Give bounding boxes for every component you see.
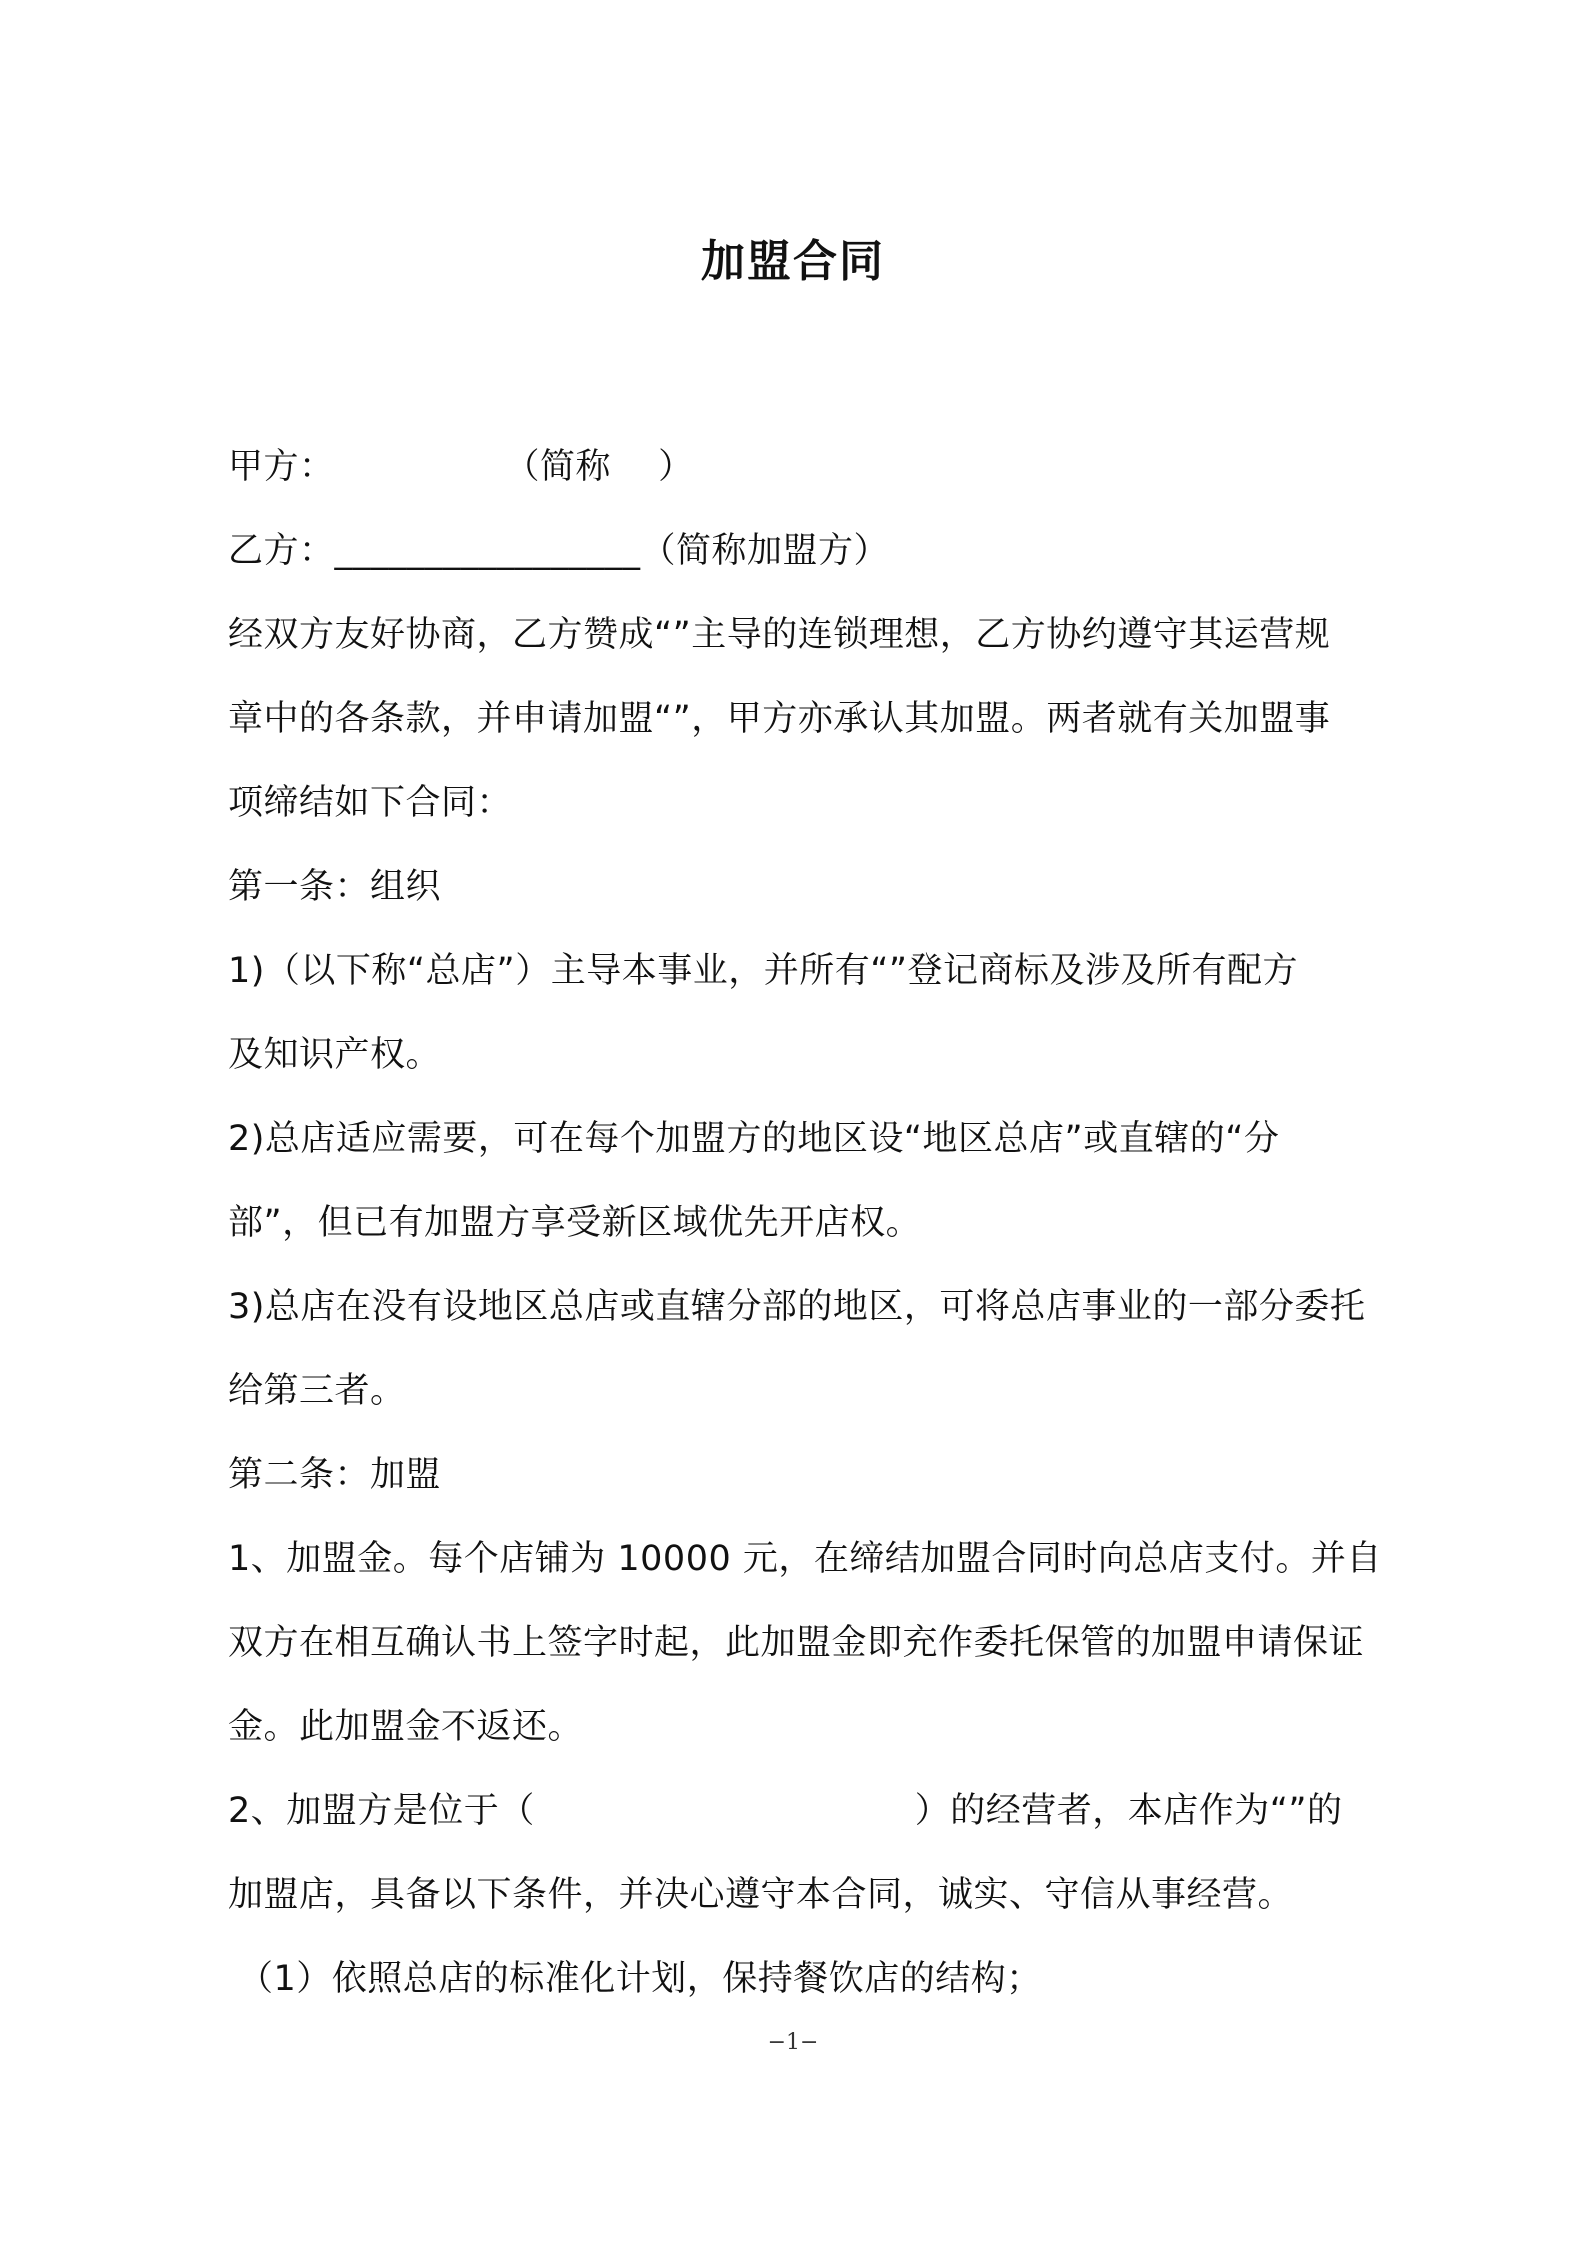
intro-line: 章中的各条款，并申请加盟“”，甲方亦承认其加盟。两者就有关加盟事 [228,699,1331,739]
article-1-line: 部”，但已有加盟方享受新区域优先开店权。 [228,1203,922,1243]
party-a-label: 甲方： [228,447,335,487]
article-1-heading: 第一条：组织 [228,867,442,907]
article-1-line: 2)总店适应需要，可在每个加盟方的地区设“地区总店”或直辖的“分 [228,1119,1280,1159]
party-b-line [228,509,1428,593]
article-2-item-2-start: 2、加盟方是位于（ [228,1791,535,1831]
intro-line: 经双方友好协商，乙方赞成“”主导的连锁理想，乙方协约遵守其运营规 [228,615,1331,655]
document-body [228,425,1428,2021]
article-1-line: 3)总店在没有设地区总店或直辖分部的地区，可将总店事业的一部分委托 [228,1287,1366,1327]
article-2-line: 加盟店，具备以下条件，并决心遵守本合同，诚实、守信从事经营。 [228,1875,1294,1915]
party-b-name-blank: _________________ [334,531,641,571]
party-a-line [228,425,1428,509]
party-a-abbr: （简称 ） [504,447,694,487]
article-1-line: 给第三者。 [228,1371,406,1411]
party-b-abbr: （简称加盟方） [640,531,890,571]
article-2-item-2 [228,1769,1428,1853]
article-2-sub-item: （1）依照总店的标准化计划，保持餐饮店的结构； [238,1959,1042,1999]
page-number: −1− [767,2030,819,2055]
page-title: 加盟合同 [701,236,885,287]
article-2-line: 金。此加盟金不返还。 [228,1707,584,1747]
article-2-line: 1、加盟金。每个店铺为 10000 元，在缔结加盟合同时向总店支付。并自 [228,1539,1382,1579]
article-2-line: 双方在相互确认书上签字时起，此加盟金即充作委托保管的加盟申请保证 [228,1623,1365,1663]
article-2-heading: 第二条：加盟 [228,1455,442,1495]
article-1-line: 1)（以下称“总店”）主导本事业，并所有“”登记商标及涉及所有配方 [228,951,1298,991]
intro-line: 项缔结如下合同： [228,783,513,823]
party-b-label: 乙方： [228,531,335,571]
article-1-line: 及知识产权。 [228,1035,442,1075]
article-2-item-2-end: ）的经营者，本店作为“”的 [914,1791,1343,1831]
